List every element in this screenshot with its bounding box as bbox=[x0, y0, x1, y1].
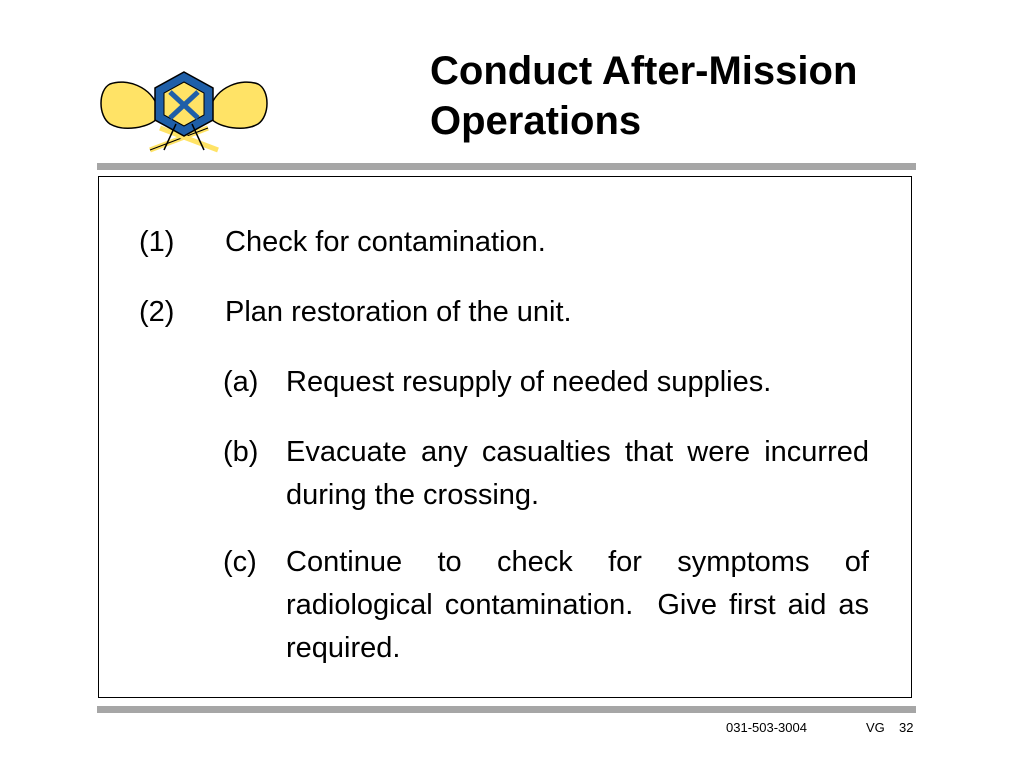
footer-vg-label: VG bbox=[866, 720, 885, 735]
top-divider bbox=[97, 163, 916, 170]
sub-list-item-text: Request resupply of needed supplies. bbox=[286, 366, 772, 398]
list-item bbox=[139, 291, 879, 334]
sub-list-item bbox=[223, 361, 869, 404]
content-box bbox=[98, 176, 912, 698]
sub-list-item bbox=[223, 431, 869, 517]
slide-title bbox=[430, 46, 990, 146]
sub-list-item-text: Evacuate any casualties that were incurred during the crossing. bbox=[286, 436, 869, 511]
list-item-text: Check for contamination. bbox=[225, 226, 546, 258]
list-item bbox=[139, 221, 879, 264]
bottom-divider bbox=[97, 706, 916, 713]
footer-course-code: 031-503-3004 bbox=[726, 720, 807, 735]
sub-list-item-text: Continue to check for symptoms of radiological contamination. Give first aid as required. bbox=[286, 546, 878, 664]
list-item-marker: (2) bbox=[139, 296, 175, 328]
sub-list-item bbox=[223, 541, 878, 671]
slide-title-line1: Conduct After-Mission bbox=[430, 49, 858, 93]
footer-page-number: 32 bbox=[899, 720, 914, 735]
sub-list-item-marker: (a) bbox=[223, 366, 259, 398]
sub-list-item-marker: (b) bbox=[223, 436, 259, 468]
sub-list-item-marker: (c) bbox=[223, 546, 257, 578]
slide-title-line2: Operations bbox=[430, 99, 642, 143]
chemical-corps-logo bbox=[96, 66, 272, 156]
list-item-marker: (1) bbox=[139, 226, 175, 258]
list-item-text: Plan restoration of the unit. bbox=[225, 296, 572, 328]
